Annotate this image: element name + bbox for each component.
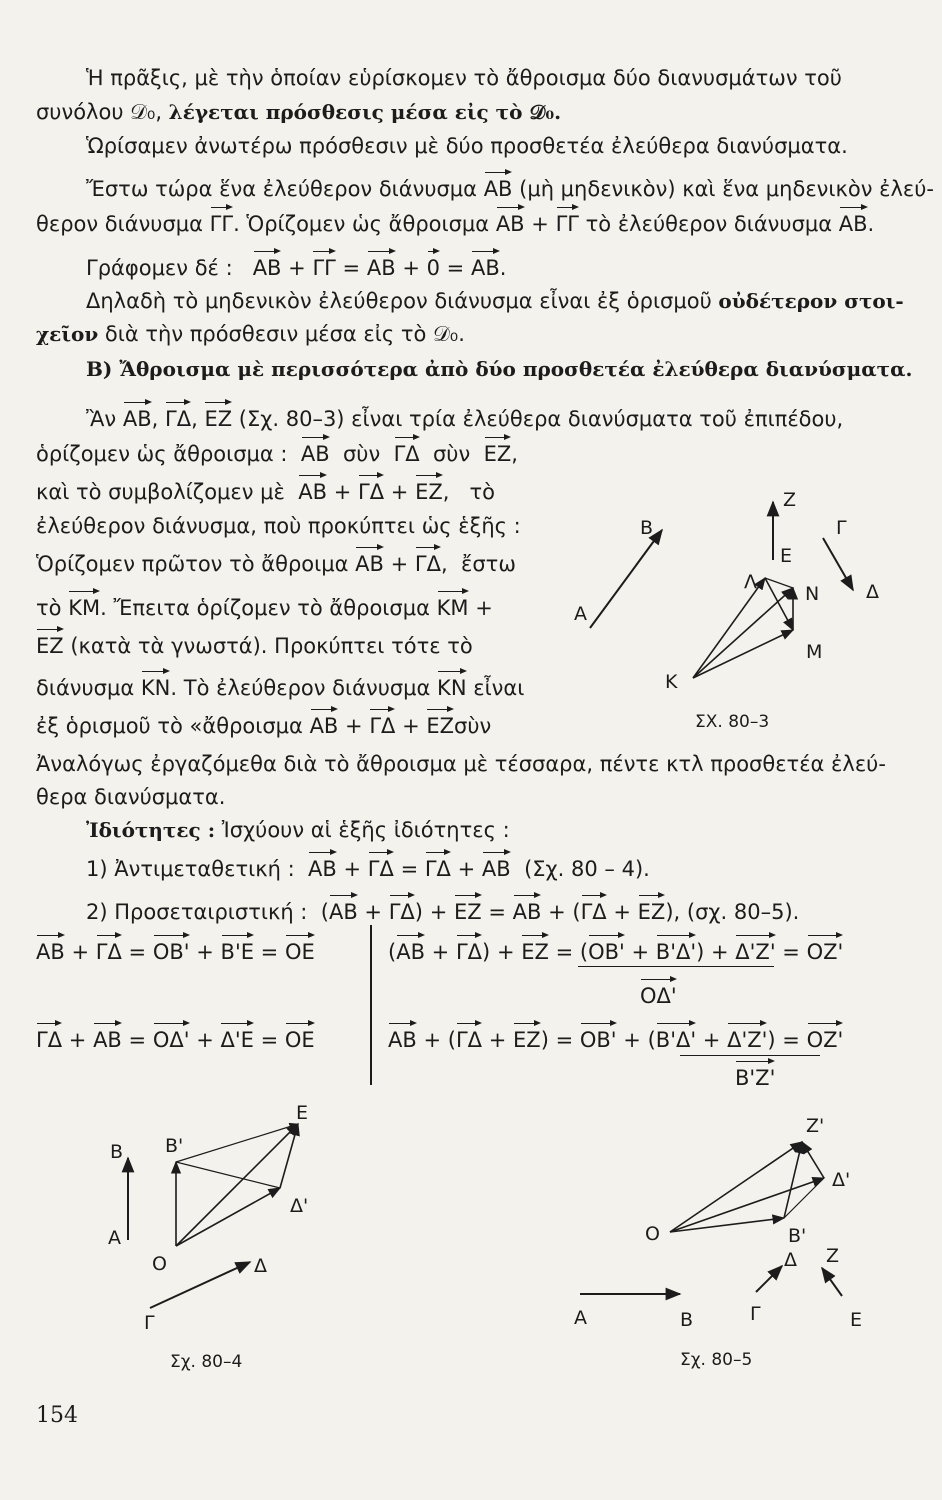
- figure-caption: ΣΧ. 80–3: [695, 712, 770, 732]
- vector-km-arrow: [693, 630, 793, 678]
- text-line: τὸ KM. Ἔπειτα ὁρίζομεν τὸ ἄθροισμα KM +: [36, 596, 493, 620]
- fig3-label-d: Δ: [866, 581, 879, 603]
- text-line: χεῖον διὰ τὴν πρόσθεσιν μέσα εἰς τὸ 𝒟₀.: [36, 322, 465, 346]
- fig4-label-o: O: [152, 1253, 167, 1275]
- text-line: θερα διανύσματα.: [36, 785, 226, 809]
- fig3-label-n: N: [805, 583, 820, 605]
- fig3-label-g: Γ: [836, 517, 847, 539]
- equation-right-2-under: B'Z': [735, 1066, 776, 1090]
- vector-lm-arrow: [765, 578, 793, 630]
- text-line: Ἀναλόγως ἐργαζόμεθα διὰ τὸ ἄθροισμα μὲ τέσσαρα, πέντε κτλ προσθετέα ἐλεύ-: [36, 752, 886, 776]
- text-line: ὁρίζομεν ὡς ἄθροισμα : AB σὺν ΓΔ σὺν EZ,: [36, 442, 518, 466]
- underbrace: [680, 1055, 820, 1056]
- vector-kn-arrow: [693, 588, 793, 678]
- text-line: ἐλεύθερον διάνυσμα, ποὺ προκύπτει ὡς ἑξῆς :: [36, 514, 521, 538]
- fig4-label-e: E: [296, 1102, 309, 1124]
- vector-kl-arrow: [693, 578, 765, 678]
- text-line: ἐξ ὁρισμοῦ τὸ «ἄθροισμα AB + ΓΔ + EZσὺν: [36, 714, 492, 738]
- underbrace: [578, 966, 774, 967]
- vector-gd-arrow: [756, 1266, 782, 1292]
- column-divider: [370, 925, 372, 1085]
- figure-80-4: [100, 1100, 360, 1340]
- fig3-label-e: E: [780, 545, 793, 567]
- text-line: Δηλαδὴ τὸ μηδενικὸν ἐλεύθερον διάνυσμα εἶναι ἐξ ὁρισμοῦ οὐδέτερον στοι-: [86, 289, 904, 313]
- text-line: Ὁρίζομεν πρῶτον τὸ ἄθροιμα AB + ΓΔ, ἔστω: [36, 552, 516, 576]
- text-line: Ἡ πρᾶξις, μὲ τὴν ὁποίαν εὑρίσκομεν τὸ ἄθροισμα δύο διανυσμάτων τοῦ: [86, 66, 842, 90]
- fig3-label-z: Z: [783, 489, 797, 511]
- fig4-label-d: Δ: [254, 1255, 267, 1277]
- text-line: Ἂν AB, ΓΔ, EZ (Σχ. 80–3) εἶναι τρία ἐλεύθερα διανύσματα τοῦ ἐπιπέδου,: [86, 407, 844, 431]
- text-line: EZ (κατὰ τὰ γνωστά). Προκύπτει τότε τὸ: [36, 634, 473, 658]
- fig3-label-b: B: [640, 517, 654, 539]
- fig5-label-z: Z: [826, 1245, 840, 1267]
- vector-od-arrow: [670, 1178, 824, 1232]
- fig5-label-e: E: [850, 1309, 863, 1331]
- vector-ab: AB: [483, 177, 513, 201]
- vector-dz-arrow: [802, 1142, 824, 1178]
- fig5-label-b: B: [680, 1309, 694, 1331]
- fig5-label-g: Γ: [750, 1303, 761, 1325]
- vector-gd-arrow: [823, 538, 853, 590]
- fig4-label-d-prime: Δ': [290, 1195, 309, 1217]
- fig4-label-b-prime: B': [165, 1135, 184, 1157]
- equation-right-1-under: OΔ': [640, 984, 677, 1008]
- fig4-label-a: A: [108, 1227, 121, 1249]
- equation-right-1: (AB + ΓΔ) + EZ = (OB' + B'Δ') + Δ'Z' = OZ': [388, 940, 844, 964]
- text-line: Ἰδιότητες : Ἰσχύουν αἱ ἑξῆς ἰδιότητες :: [86, 818, 510, 842]
- vector-od-arrow: [176, 1188, 280, 1246]
- fig5-label-o: O: [645, 1223, 660, 1245]
- equation-line: 2) Προσεταιριστική : (AB + ΓΔ) + EZ = AB + (ΓΔ + EZ), (σχ. 80–5).: [86, 900, 800, 924]
- text-line: διάνυσμα KN. Τὸ ἐλεύθερον διάνυσμα KN εἶναι: [36, 676, 525, 700]
- vector-ab-arrow: [590, 530, 662, 628]
- equation-left-1: AB + ΓΔ = OB' + B'E = OE: [36, 940, 315, 964]
- fig5-label-z-prime: Z': [806, 1115, 825, 1137]
- fig3-label-a: A: [574, 603, 587, 625]
- vector-ez-arrow: [822, 1268, 842, 1296]
- figure-80-3: [560, 480, 900, 740]
- text-line: συνόλου 𝒟₀, λέγεται πρόσθεσις μέσα εἰς τὸ 𝒟₀.: [36, 100, 562, 124]
- vector-bd-arrow: [784, 1178, 824, 1218]
- vector-bd-arrow: [176, 1162, 280, 1188]
- equation-right-2: AB + (ΓΔ + EZ) = OB' + (B'Δ' + Δ'Z') = OZ': [388, 1028, 844, 1052]
- page-number: 154: [36, 1403, 78, 1428]
- fig4-label-g: Γ: [144, 1312, 155, 1334]
- fig3-label-m: M: [806, 641, 823, 663]
- fig5-label-d: Δ: [784, 1249, 797, 1271]
- fig5-label-a: A: [574, 1307, 587, 1329]
- fig3-label-l: Λ: [744, 571, 757, 593]
- text-line: Ὡρίσαμεν ἀνωτέρω πρόσθεσιν μὲ δύο προσθετέα ἐλεύθερα διανύσματα.: [86, 134, 848, 158]
- fig5-label-d-prime: Δ': [832, 1169, 851, 1191]
- section-heading: Β) Ἄθροισμα μὲ περισσότερα ἀπὸ δύο προσθετέα ἐλεύθερα διανύσματα.: [86, 357, 913, 381]
- text-line: Ἔστω τώρα ἕνα ἐλεύθερον διάνυσμα AB (μὴ μηδενικὸν) καὶ ἕνα μηδενικὸν ἐλεύ-: [86, 177, 935, 201]
- figure-caption: Σχ. 80–4: [170, 1352, 243, 1372]
- figure-80-5: [570, 1120, 900, 1340]
- figure-caption: Σχ. 80–5: [680, 1350, 753, 1370]
- vector-oe-arrow: [176, 1124, 298, 1246]
- fig3-label-k: K: [665, 671, 678, 693]
- equation-line: Γράφομεν δέ : AB + ΓΓ = AB + 0 = AB.: [86, 256, 507, 280]
- text-line: καὶ τὸ συμβολίζομεν μὲ AB + ΓΔ + EZ, τὸ: [36, 480, 495, 504]
- equation-left-2: ΓΔ + AB = OΔ' + Δ'E = OE: [36, 1028, 315, 1052]
- vector-gg: ΓΓ: [209, 212, 234, 236]
- fig4-label-b: B: [110, 1141, 124, 1163]
- equation-line: 1) Ἀντιμεταθετική : AB + ΓΔ = ΓΔ + AB (Σχ. 80 – 4).: [86, 857, 650, 881]
- text-line: θερον διάνυσμα ΓΓ. Ὁρίζομεν ὡς ἄθροισμα AB + ΓΓ τὸ ἐλεύθερον διάνυσμα AB.: [36, 212, 875, 236]
- fig5-label-b-prime: B': [788, 1225, 807, 1247]
